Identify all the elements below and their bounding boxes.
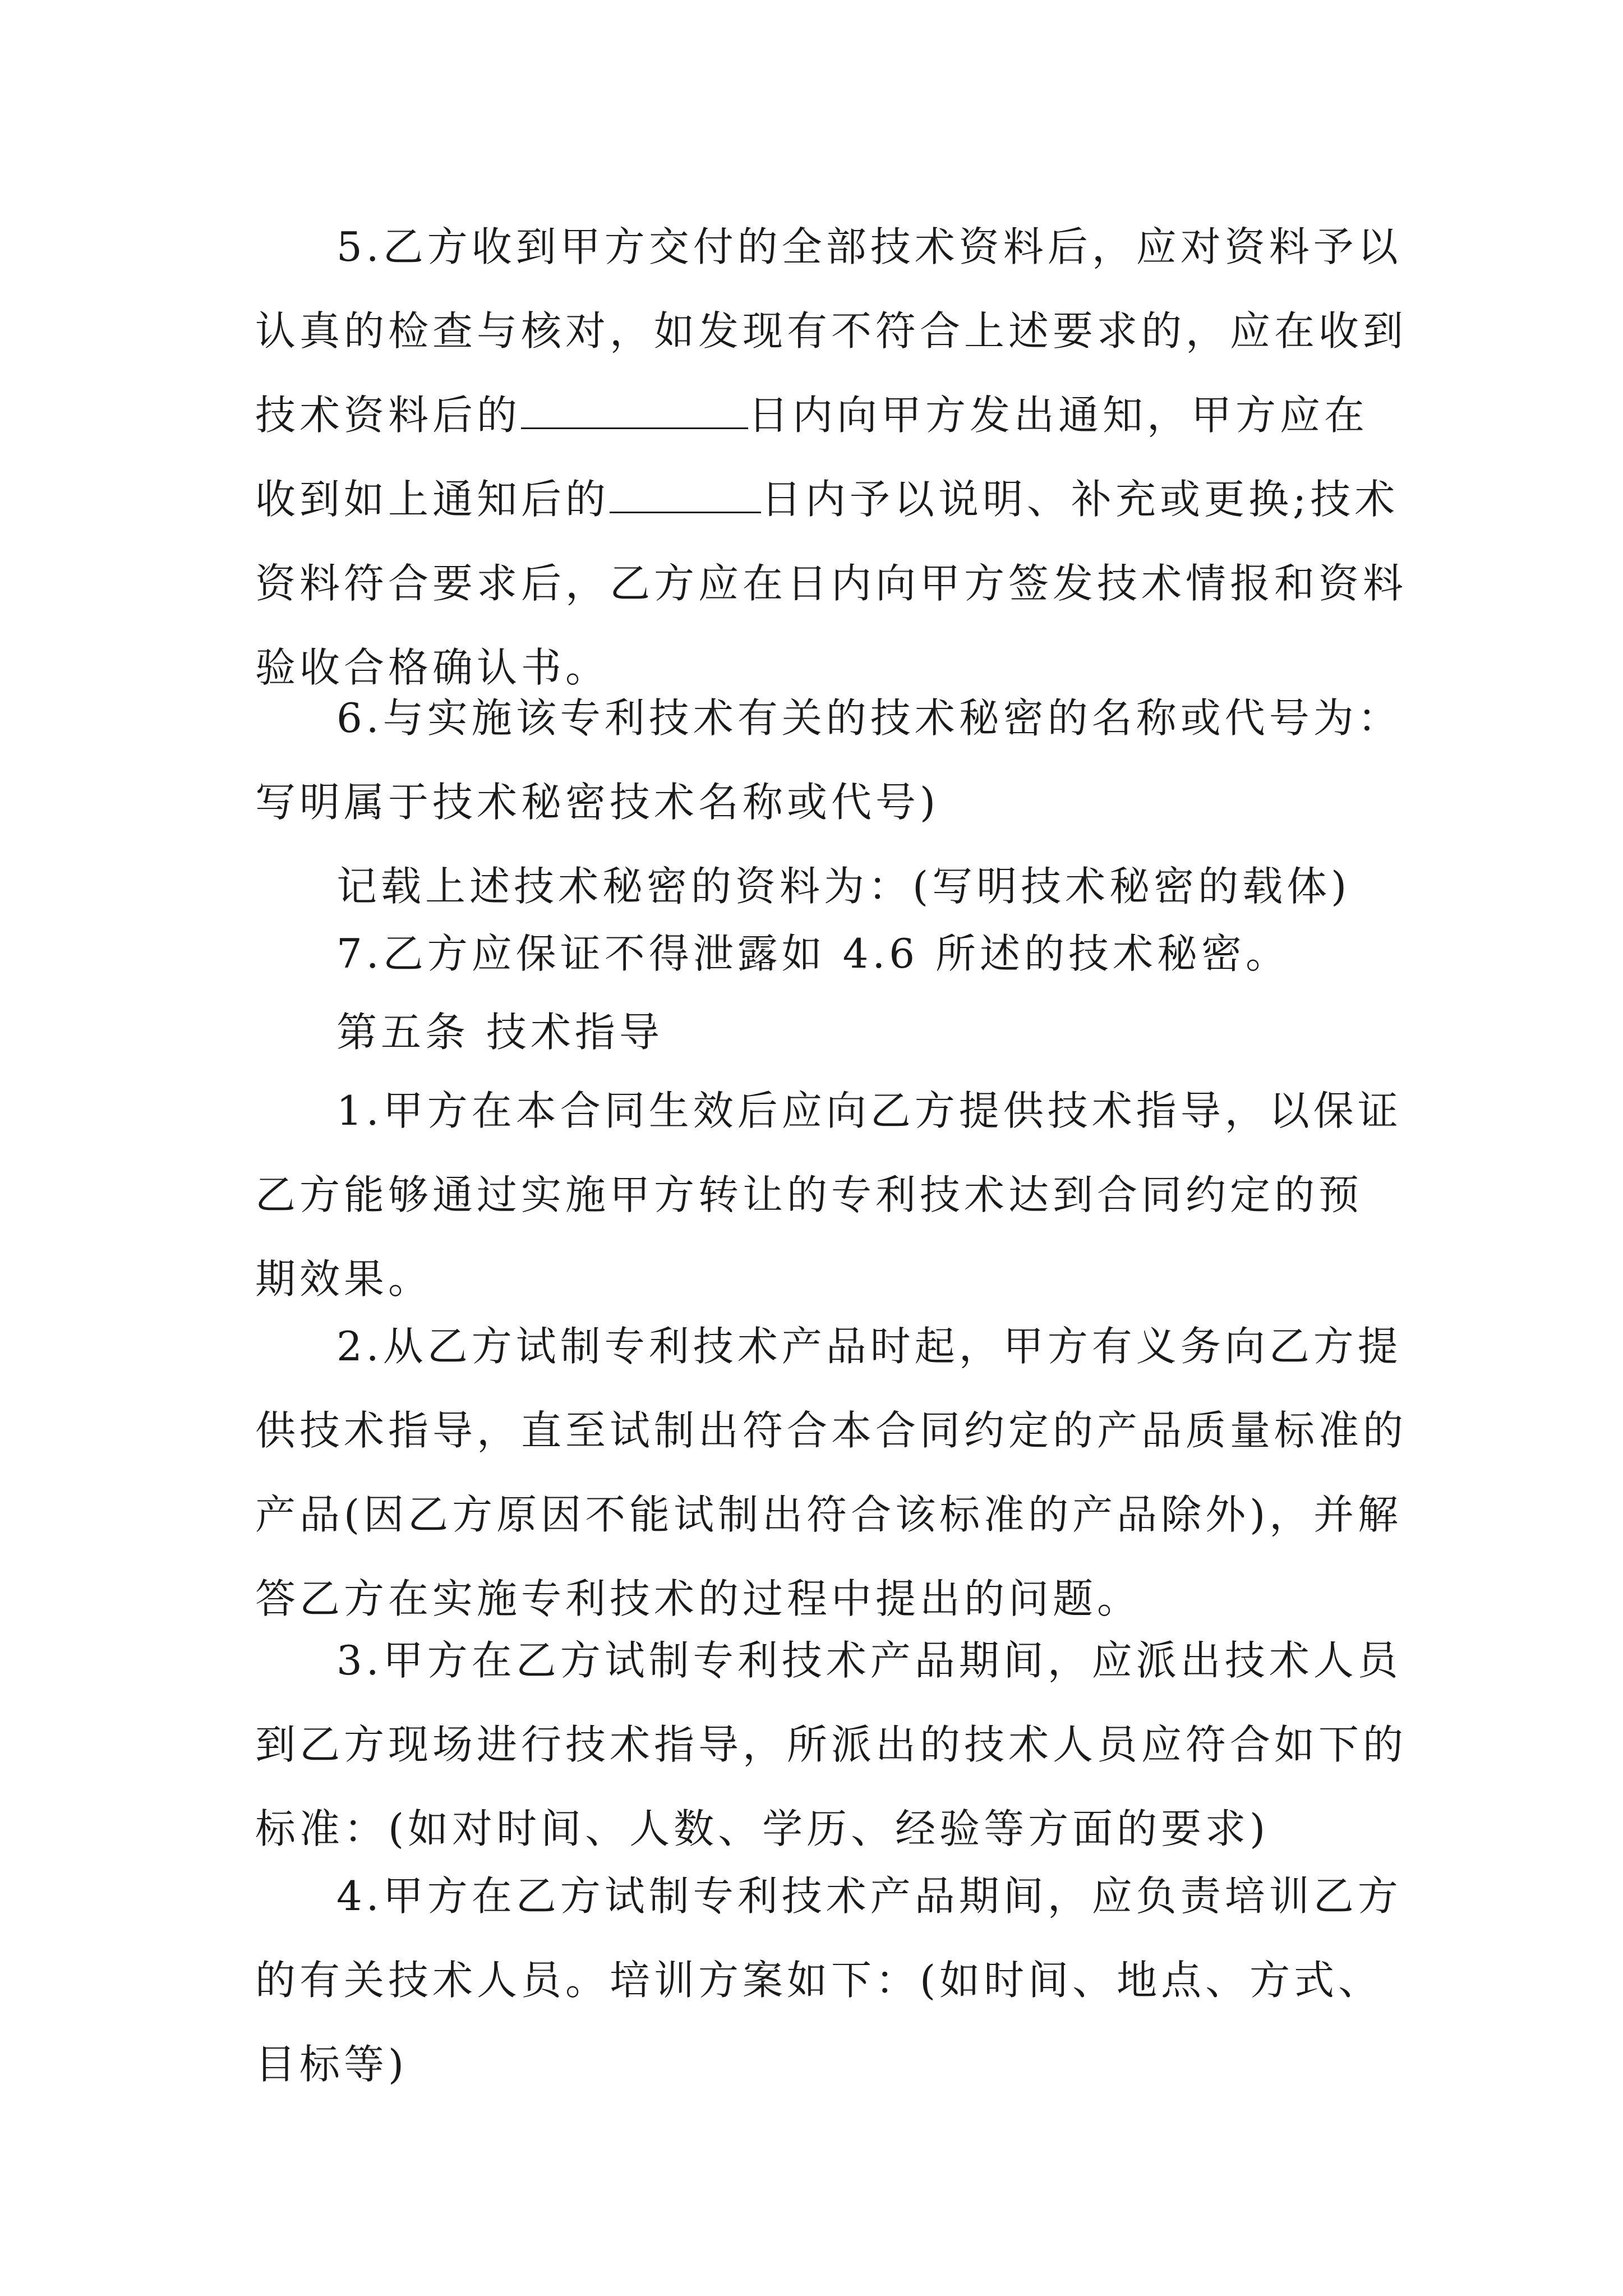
item7-line1: 7.乙方应保证不得泄露如 4.6 所述的技术秘密。 (336, 930, 1290, 977)
c5-item1-line3: 期效果。 (255, 1255, 433, 1303)
item5-line3-text-a: 技术资料后的 (255, 392, 522, 439)
clause5-item2-paragraph (255, 1304, 1408, 1641)
item5-line2: 认真的检查与核对，如发现有不符合上述要求的，应在收到 (255, 307, 1408, 355)
item6-line2: 写明属于技术秘密技术名称或代号) (255, 779, 940, 826)
c5-item1-line2: 乙方能够通过实施甲方转让的专利技术达到合同约定的预 (255, 1171, 1363, 1218)
c5-item2-line1: 2.从乙方试制专利技术产品时起，甲方有义务向乙方提 (336, 1323, 1402, 1370)
clause5-heading-text: 第五条 技术指导 (336, 1009, 663, 1056)
c5-item4-line3: 目标等) (255, 2041, 408, 2088)
c5-item3-line1: 3.甲方在乙方试制专利技术产品期间，应派出技术人员 (336, 1637, 1402, 1684)
c5-item1-line1: 1.甲方在本合同生效后应向乙方提供技术指导，以保证 (336, 1087, 1402, 1134)
item5-line3 (255, 373, 1374, 457)
c5-item2-line4: 答乙方在实施专利技术的过程中提出的问题。 (255, 1575, 1142, 1622)
clause5-item3-paragraph (255, 1618, 1408, 1871)
days-blank-field[interactable] (521, 394, 748, 429)
c5-item4-line1: 4.甲方在乙方试制专利技术产品期间，应负责培训乙方 (336, 1872, 1402, 1920)
c5-item2-line3: 产品(因乙方原因不能试制出符合该标准的产品除外)，并解 (255, 1491, 1403, 1538)
c5-item3-line3: 标准：(如对时间、人数、学历、经验等方面的要求) (255, 1805, 1270, 1852)
reply-days-blank-field[interactable] (610, 478, 761, 513)
item5-line3-text-b: 日内向甲方发出通知，甲方应在 (748, 392, 1369, 439)
item5-line4 (255, 457, 1399, 541)
item5-line5: 资料符合要求后，乙方应在日内向甲方签发技术情报和资料 (255, 560, 1408, 607)
item5-line4-text-a: 收到如上通知后的 (255, 476, 610, 523)
clause4-item7-paragraph (255, 912, 1374, 996)
item5-line1: 5.乙方收到甲方交付的全部技术资料后，应对资料予以 (336, 223, 1402, 270)
clause4-item6-paragraph (255, 676, 1402, 928)
c5-item2-line2: 供技术指导，直至试制出符合本合同约定的产品质量标准的 (255, 1407, 1408, 1454)
c5-item4-line2: 的有关技术人员。培训方案如下：(如时间、地点、方式、 (255, 1957, 1383, 2004)
item5-line4-text-b: 日内予以说明、补充或更换;技术 (761, 476, 1399, 523)
clause5-item1-paragraph (255, 1069, 1402, 1321)
item6-line1: 6.与实施该专利技术有关的技术秘密的名称或代号为： (336, 694, 1402, 742)
item6-line3: 记载上述技术秘密的资料为：(写明技术秘密的载体) (336, 863, 1351, 910)
clause4-item5-paragraph (255, 205, 1408, 710)
item5-line6: 验收合格确认书。 (255, 644, 610, 691)
c5-item3-line2: 到乙方现场进行技术指导，所派出的技术人员应符合如下的 (255, 1721, 1408, 1768)
clause5-item4-paragraph (255, 1854, 1402, 2106)
clause5-heading (255, 990, 1374, 1074)
